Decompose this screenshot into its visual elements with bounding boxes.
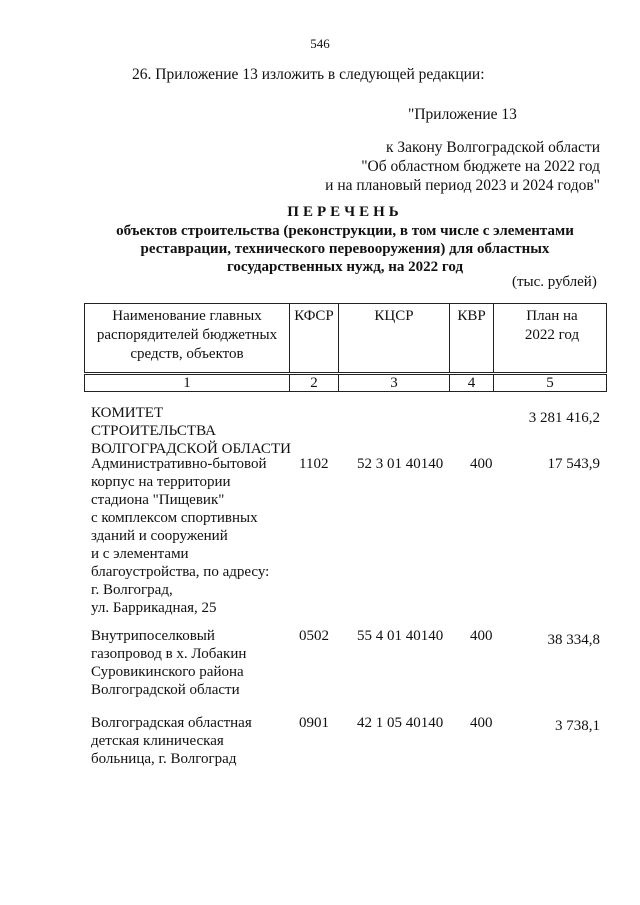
- object-name-line: больница, г. Волгоград: [91, 751, 237, 767]
- object-name-line: Внутрипоселковый: [91, 628, 215, 644]
- ministry-name-line: ВОЛГОГРАДСКОЙ ОБЛАСТИ: [91, 441, 291, 457]
- object-kvr: 400: [470, 628, 493, 644]
- table-header-row: [85, 304, 607, 374]
- object-kvr: 400: [470, 715, 493, 731]
- header-kvr: КВР: [450, 304, 494, 374]
- column-number: 4: [450, 374, 494, 392]
- law-line: "Об областном бюджете на 2022 год: [361, 158, 600, 175]
- document-title: ПЕРЕЧЕНЬ: [287, 204, 403, 220]
- header-kfsr: КФСР: [290, 304, 339, 374]
- ministry-name: [91, 404, 291, 458]
- header-kcsr: КЦСР: [339, 304, 450, 374]
- document-subtitle: [60, 222, 630, 276]
- object-name-line: газопровод в х. Лобакин: [91, 646, 247, 662]
- object-name-line: корпус на территории: [91, 474, 231, 490]
- page-number: 546: [310, 36, 330, 51]
- object-kvr: 400: [470, 456, 493, 472]
- object-name-line: детская клиническая: [91, 733, 224, 749]
- object-kfsr: 0901: [299, 715, 329, 731]
- intro-paragraph: 26. Приложение 13 изложить в следующей редакции:: [132, 66, 485, 83]
- object-kcsr: 55 4 01 40140: [357, 628, 444, 644]
- column-number-row: [85, 374, 607, 392]
- subtitle-line: государственных нужд, на 2022 год: [226, 259, 464, 275]
- object-name-line: Волгоградская областная: [91, 715, 252, 731]
- object-kcsr: 52 3 01 40140: [357, 456, 444, 472]
- object-name: [91, 455, 291, 617]
- column-number: 5: [494, 374, 607, 392]
- object-name-line: г. Волгоград,: [91, 582, 173, 598]
- law-reference: [300, 138, 600, 195]
- units-label: (тыс. рублей): [512, 274, 597, 290]
- header-plan: План на 2022 год: [494, 304, 607, 374]
- object-name-line: Волгоградской области: [91, 682, 240, 698]
- object-name-line: ул. Баррикадная, 25: [91, 600, 217, 616]
- budget-table: [84, 303, 607, 392]
- object-plan: 38 334,8: [547, 632, 600, 648]
- object-name-line: зданий и сооружений: [91, 528, 228, 544]
- object-name-line: с комплексом спортивных: [91, 510, 258, 526]
- object-kfsr: 1102: [299, 456, 329, 472]
- subtitle-line: реставрации, технического перевооружения) для областных: [140, 241, 550, 257]
- law-line: к Закону Волгоградской области: [385, 139, 600, 156]
- header-name: Наименование главных распорядителей бюджетных средств, объектов: [85, 304, 290, 374]
- column-number: 1: [85, 374, 290, 392]
- object-name: [91, 627, 291, 699]
- subtitle-line: объектов строительства (реконструкции, в том числе с элементами: [116, 223, 574, 239]
- ministry-name-line: КОМИТЕТ СТРОИТЕЛЬСТВА: [91, 405, 216, 439]
- object-name-line: Суровикинского района: [91, 664, 244, 680]
- object-kcsr: 42 1 05 40140: [357, 715, 444, 731]
- column-number: 2: [290, 374, 339, 392]
- appendix-title: "Приложение 13: [408, 106, 517, 123]
- object-name-line: благоустройства, по адресу:: [91, 564, 270, 580]
- object-name-line: стадиона "Пищевик": [91, 492, 225, 508]
- object-name: [91, 714, 291, 768]
- law-line: и на плановый период 2023 и 2024 годов": [325, 177, 600, 194]
- object-name-line: Административно-бытовой: [91, 456, 267, 472]
- object-plan: 17 543,9: [547, 456, 600, 472]
- column-number: 3: [339, 374, 450, 392]
- object-kfsr: 0502: [299, 628, 329, 644]
- ministry-plan: 3 281 416,2: [528, 410, 600, 426]
- object-name-line: и с элементами: [91, 546, 189, 562]
- object-plan: 3 738,1: [555, 718, 600, 734]
